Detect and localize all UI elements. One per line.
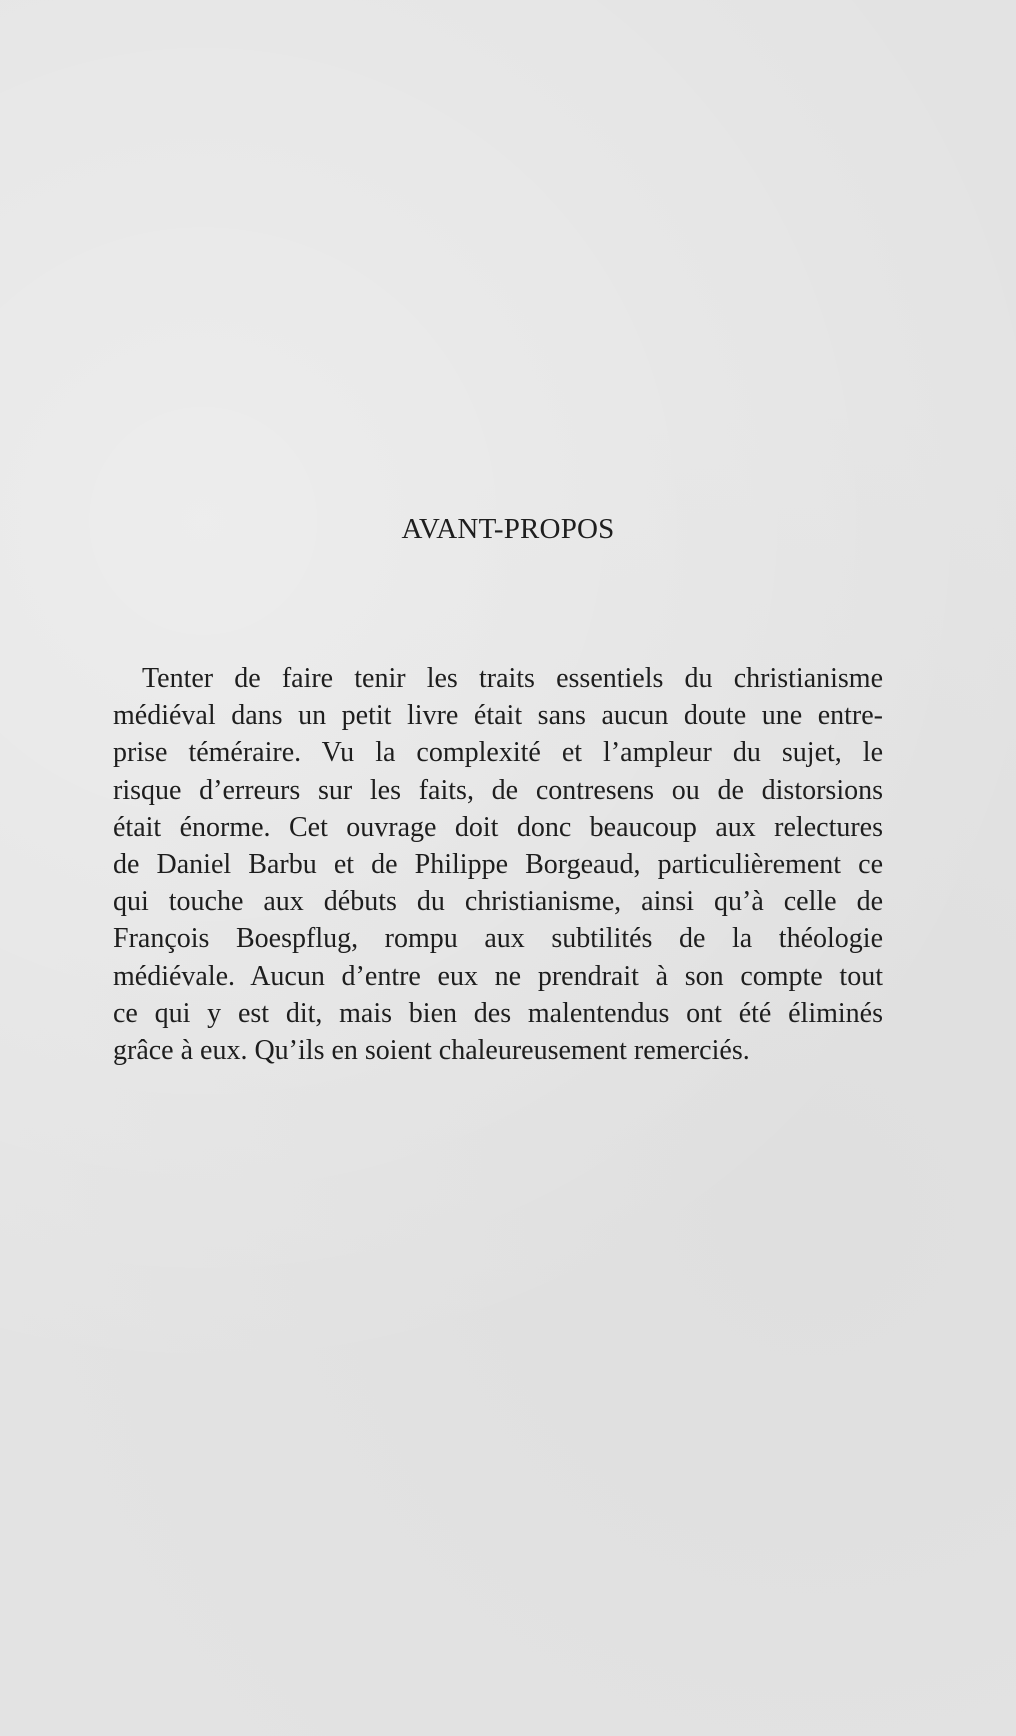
page-heading: AVANT-PROPOS [401, 513, 615, 545]
paragraph-line: prise téméraire. Vu la complexité et l’ampleur du sujet, le [113, 737, 883, 769]
paragraph-line: qui touche aux débuts du christianisme, ainsi qu’à celle de [113, 886, 883, 918]
paragraph-line: ce qui y est dit, mais bien des malentendus ont été éliminés [113, 997, 883, 1029]
paragraph-line: risque d’erreurs sur les faits, de contresens ou de distorsions [113, 774, 883, 806]
body-paragraph [113, 660, 883, 1069]
paragraph-line: médiévale. Aucun d’entre eux ne prendrait à son compte tout [113, 960, 883, 992]
paragraph-line: grâce à eux. Qu’ils en soient chaleureusement remerciés. [113, 1035, 750, 1067]
paragraph-line: était énorme. Cet ouvrage doit donc beaucoup aux relectures [113, 811, 883, 843]
paragraph-line: médiéval dans un petit livre était sans aucun doute une entre- [113, 700, 883, 732]
paragraph-line: François Boespflug, rompu aux subtilités de la théologie [113, 923, 883, 955]
paragraph-line: de Daniel Barbu et de Philippe Borgeaud, particulièrement ce [113, 849, 883, 881]
paragraph-line: Tenter de faire tenir les traits essentiels du christianisme [142, 663, 883, 694]
